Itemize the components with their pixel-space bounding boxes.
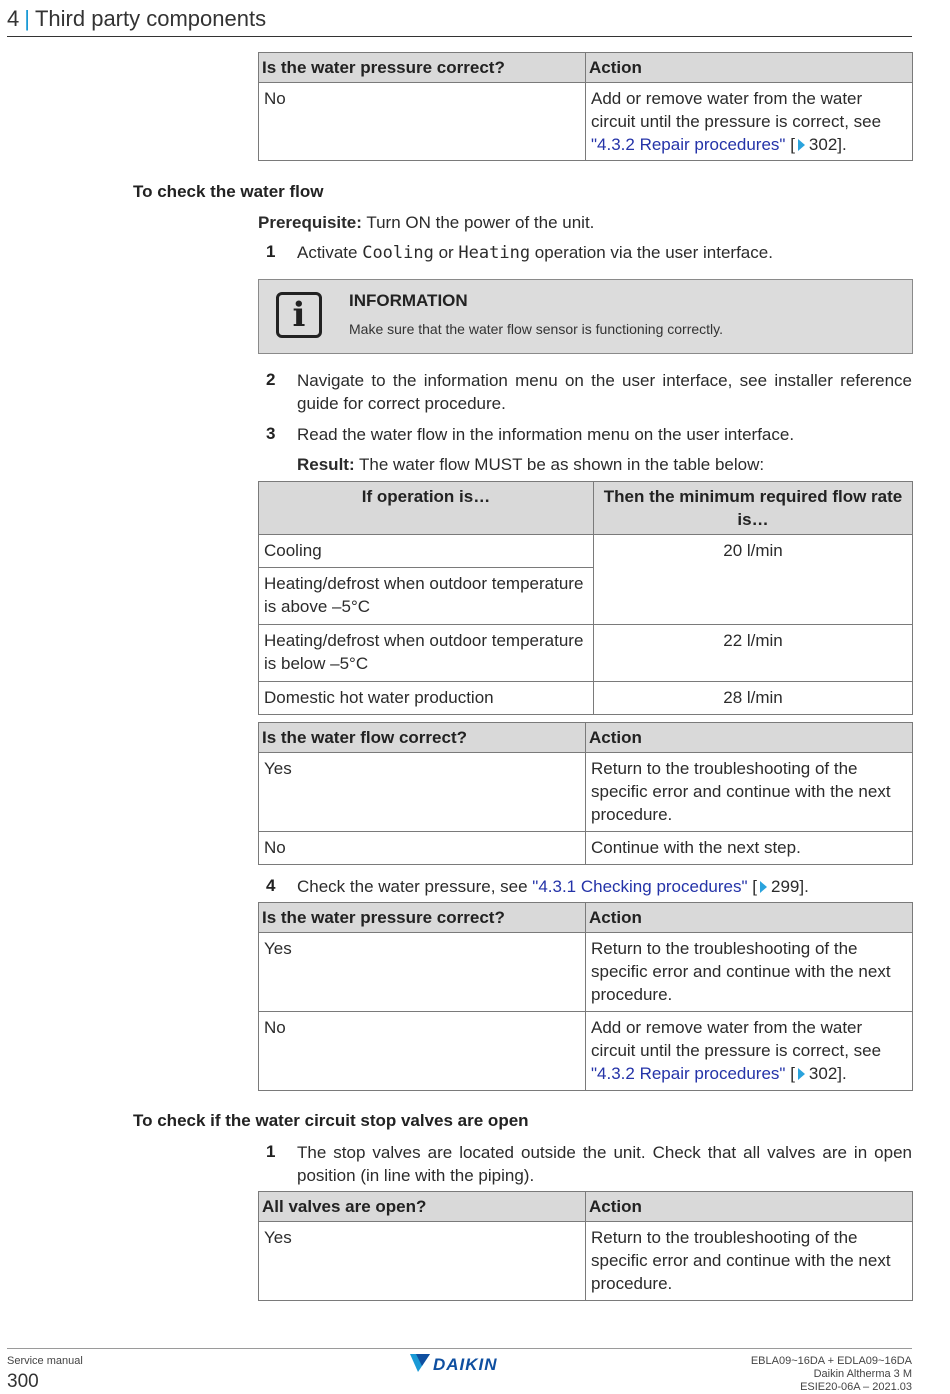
ref-close: ].: [837, 1064, 847, 1083]
footer-doc-id: ESIE20-06A – 2021.03: [800, 1381, 912, 1393]
step-number: 4: [266, 876, 276, 895]
page-arrow-icon: [798, 1068, 805, 1080]
pressure-table-top: [258, 52, 913, 161]
flow-rate-cell: 28 l/min: [594, 682, 913, 715]
action-cell: [586, 83, 913, 161]
result: [297, 453, 912, 476]
footer-product: Daikin Altherma 3 M: [813, 1368, 912, 1380]
answer-cell: No: [259, 832, 586, 865]
column-header: Action: [586, 53, 913, 83]
column-header: Action: [586, 723, 913, 753]
cooling-mode: Cooling: [362, 243, 434, 263]
column-header: Then the minimum required flow rate is…: [594, 482, 913, 535]
step-text: Check the water pressure, see: [297, 877, 533, 896]
prerequisite-text: Turn ON the power of the unit.: [361, 213, 595, 232]
action-cell: Return to the troubleshooting of the specific error and continue with the next procedure.: [586, 933, 913, 1012]
information-box: [258, 279, 913, 354]
step-2-text: Navigate to the information menu on the user interface, see installer reference guide for correct procedure.: [297, 371, 912, 413]
answer-cell: No: [259, 83, 586, 161]
table-row: [259, 832, 913, 865]
flow-correct-table: [258, 722, 913, 865]
valves-step-1-text: The stop valves are located outside the unit. Check that all valves are in open position (in line with the piping).: [297, 1143, 912, 1185]
table-row: [259, 83, 913, 161]
table-row: [259, 535, 913, 568]
step-number: 1: [266, 1142, 276, 1161]
column-header: Is the water pressure correct?: [259, 903, 586, 933]
chapter-title: Third party components: [34, 6, 267, 31]
result-label: Result:: [297, 455, 355, 474]
prerequisite: [258, 211, 594, 234]
chapter-number: 4: [7, 6, 20, 31]
heating-mode: Heating: [458, 243, 531, 263]
operation-cell: Domestic hot water production: [259, 682, 594, 715]
step-1-text: [297, 241, 912, 265]
column-header: If operation is…: [259, 482, 594, 535]
column-header: Is the water flow correct?: [259, 723, 586, 753]
operation-cell: Cooling: [259, 535, 594, 568]
action-text: Add or remove water from the water circuit until the pressure is correct, see: [591, 89, 882, 131]
pressure-table-2: [258, 902, 913, 1091]
action-cell: [586, 1012, 913, 1091]
information-icon: i: [276, 292, 322, 338]
column-header: Is the water pressure correct?: [259, 53, 586, 83]
step-text: operation via the user interface.: [530, 243, 773, 262]
checking-procedures-link[interactable]: "4.3.1 Checking procedures": [532, 877, 748, 896]
step-4-text: [297, 875, 912, 898]
operation-cell: Heating/defrost when outdoor temperature is below –5°C: [259, 625, 594, 682]
header-rule: [7, 36, 912, 37]
footer-rule: [7, 1348, 912, 1349]
page-ref[interactable]: 299: [770, 877, 800, 896]
table-row: [259, 625, 913, 682]
prerequisite-label: Prerequisite:: [258, 213, 362, 232]
page-arrow-icon: [760, 881, 767, 893]
flow-rate-table: [258, 481, 913, 715]
flow-rate-cell: 22 l/min: [594, 625, 913, 682]
column-header: Action: [586, 1192, 913, 1222]
information-title: INFORMATION: [349, 291, 468, 310]
page-header: [7, 6, 266, 32]
action-cell: Return to the troubleshooting of the specific error and continue with the next procedure.: [586, 753, 913, 832]
section-title-stop-valves: To check if the water circuit stop valves are open: [133, 1111, 529, 1130]
step-text: or: [433, 243, 459, 262]
result-text: The water flow MUST be as shown in the table below:: [354, 455, 765, 474]
repair-procedures-link[interactable]: "4.3.2 Repair procedures": [591, 135, 786, 154]
answer-cell: No: [259, 1012, 586, 1091]
table-row: [259, 753, 913, 832]
action-cell: Continue with the next step.: [586, 832, 913, 865]
daikin-logo: [408, 1352, 512, 1374]
valves-table: [258, 1191, 913, 1301]
footer-doc-type: Service manual: [7, 1355, 83, 1367]
column-header: All valves are open?: [259, 1192, 586, 1222]
table-row: [259, 682, 913, 715]
answer-cell: Yes: [259, 1222, 586, 1301]
answer-cell: Yes: [259, 933, 586, 1012]
ref-close: ].: [799, 877, 809, 896]
step-number: 1: [266, 242, 276, 261]
repair-procedures-link[interactable]: "4.3.2 Repair procedures": [591, 1064, 786, 1083]
information-text: Make sure that the water flow sensor is functioning correctly.: [349, 321, 724, 337]
operation-cell: Heating/defrost when outdoor temperature is above –5°C: [259, 568, 594, 625]
section-title-water-flow: To check the water flow: [133, 182, 324, 201]
ref-open: [: [747, 877, 757, 896]
page-ref[interactable]: 302: [808, 135, 838, 154]
header-separator: |: [24, 6, 30, 31]
ref-close: ].: [837, 135, 847, 154]
page-ref[interactable]: 302: [808, 1064, 838, 1083]
step-number: 2: [266, 370, 276, 389]
step-text: Activate: [297, 243, 363, 262]
step-number: 3: [266, 424, 276, 443]
flow-rate-cell: 20 l/min: [594, 535, 913, 625]
page-number: 300: [7, 1371, 39, 1392]
logo-text: DAIKIN: [433, 1355, 498, 1374]
table-row: [259, 1012, 913, 1091]
ref-open: [: [785, 1064, 795, 1083]
footer-product-info: [751, 1355, 912, 1394]
page-arrow-icon: [798, 139, 805, 151]
footer-model: EBLA09~16DA + EDLA09~16DA: [750, 1355, 912, 1367]
table-row: [259, 1222, 913, 1301]
column-header: Action: [586, 903, 913, 933]
answer-cell: Yes: [259, 753, 586, 832]
action-text: Add or remove water from the water circuit until the pressure is correct, see: [591, 1018, 882, 1060]
step-3-text: Read the water flow in the information menu on the user interface.: [297, 425, 795, 444]
action-cell: Return to the troubleshooting of the specific error and continue with the next procedure.: [586, 1222, 913, 1301]
ref-open: [: [785, 135, 795, 154]
table-row: [259, 933, 913, 1012]
